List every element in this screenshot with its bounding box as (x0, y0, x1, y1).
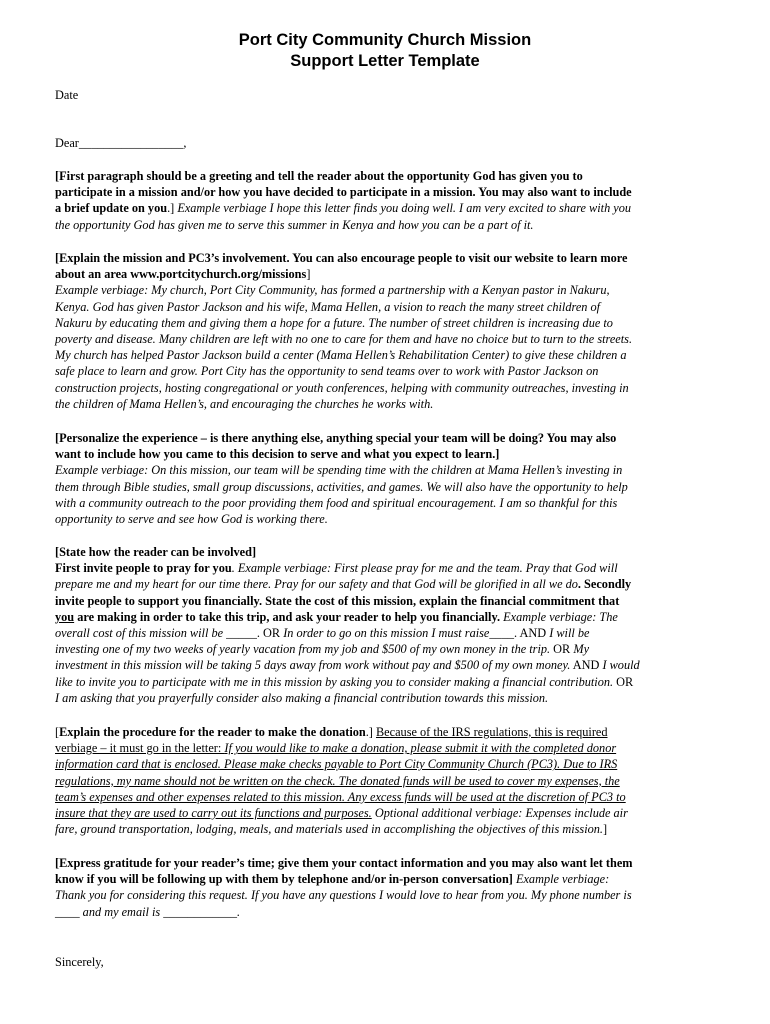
p2-example-line: Kenya. God has given Pastor Jackson and his wife, Mama Hellen, a vision to reach the many street children of (55, 299, 601, 314)
p5-text: insure that they are used to carry out its functions and purposes. (55, 806, 372, 821)
p4-text: prepare me and my heart for our time there. Pray for our safety and that God will be glorified in all we do (55, 577, 578, 592)
p5-text: information card that is enclosed. Please make checks payable to Port City Community Church (PC3). Due to IRS (55, 757, 618, 772)
p4-text: I will be (549, 626, 590, 641)
p4-text: AND (570, 658, 603, 673)
p1-example-line: Example verbiage I hope this letter finds you doing well. I am very excited to share with you (177, 201, 632, 216)
paragraph-personalize (55, 430, 720, 527)
p5-text: Explain the procedure for the reader to make the donation (59, 725, 366, 739)
p5-text: verbiage – it must go in the letter: (55, 741, 225, 756)
p5-text: [ (55, 725, 60, 739)
p4-text: OR (613, 674, 634, 689)
title-line-1: Port City Community Church Mission (238, 31, 532, 49)
p4-text: I am asking that you prayerfully consider also making a financial contribution towards this mission. (55, 690, 549, 705)
p3-example-line: opportunity to serve and see how God is working there. (55, 512, 328, 527)
p5-text: fare, ground transportation, lodging, meals, and materials used in accomplishing the objectives of this mission. (55, 822, 603, 837)
p1-bracket: .] (167, 201, 178, 216)
p4-text: . Secondly (577, 577, 632, 592)
p4-text: . Example verbiage: First please pray for me and the team. Pray that God will (231, 561, 618, 576)
p2-bracket: ] (306, 267, 311, 282)
p1-instruction-line: a brief update on you (55, 201, 168, 216)
p1-example-line: the opportunity God has given me to serve this summer in Kenya and how you can be a part of it. (55, 217, 534, 232)
paragraph-mission (55, 250, 720, 412)
p5-text: If you would like to make a donation, please submit it with the completed donor (224, 741, 617, 756)
p4-text: overall cost of this mission will be (55, 626, 224, 641)
p4-text: investing one of my two weeks of yearly vacation from my job and $500 of my own money in the trip. (55, 642, 551, 657)
p1-instruction-line: [First paragraph should be a greeting and tell the reader about the opportunity God has given you to (55, 169, 583, 183)
paragraph-involvement (55, 544, 720, 706)
p4-text: you (55, 609, 75, 624)
p2-example-line: Nakuru by educating them and giving them a hope for a future. The number of street children is increasing due to (55, 315, 613, 330)
p4-text: In order to go on this mission I must raise (283, 626, 490, 641)
p4-text: like to invite you to participate with me in this mission by asking you to consider making a financial contribution. (55, 674, 614, 689)
p5-text: ] (603, 822, 608, 837)
p5-text: .] (365, 725, 376, 739)
p6-text: Thank you for considering this request. If you have any questions I would love to hear from you. My phone number is (55, 888, 632, 903)
p4-text: First invite people to pray for you (55, 561, 232, 576)
p2-example-line: Example verbiage: My church, Port City Community, has formed a partnership with a Kenyan pastor in Nakuru, (55, 283, 610, 298)
p2-example-line: My church has helped Pastor Jackson build a center (Mama Hellen’s Rehabilitation Center) to give these children a (55, 348, 627, 363)
p4-text: OR (550, 642, 574, 657)
p6-text: ____ and my email is ____________. (55, 904, 241, 919)
p3-example-line: them through Bible studies, small group discussions, activities, and games. We will also have the opportunity to help (55, 479, 628, 494)
p6-text: know if you will be following up with them by telephone and/or in-person conversation] (55, 872, 513, 887)
p4-text: My (573, 642, 590, 657)
p4-text: Example verbiage: The (500, 609, 618, 624)
paragraph-greeting (55, 168, 720, 233)
p3-instruction-line: [Personalize the experience – is there anything else, anything special your team will be doing? You may also (55, 431, 617, 445)
p5-text: Because of the IRS regulations, this is required (375, 725, 608, 739)
salutation: Dear_________________, (55, 136, 187, 150)
p6-text: Example verbiage: (512, 872, 610, 887)
p2-example-line: safe place to learn and grow. Port City has the opportunity to send teams over to work with Pastor Jackson on (55, 364, 599, 379)
p4-text: are making in order to take this trip, and ask your reader to help you financially. (74, 609, 501, 624)
p3-instruction-line: want to include how you came to this decision to serve and what you expect to learn.] (55, 447, 500, 462)
p4-text: investment in this mission will be taking 5 days away from work without pay and $500 of my own money. (55, 658, 571, 673)
p3-example-line: with a community outreach to the poor providing them food and spiritual encouragement. I am so thankful for this (55, 495, 618, 510)
page-title (0, 30, 770, 72)
paragraph-gratitude (55, 855, 720, 920)
p4-text: I would (602, 658, 640, 673)
date-label: Date (55, 88, 79, 102)
p2-example-line: construction projects, hosting congregational or youth conferences, helping with community outreaches, investing in (55, 380, 629, 395)
title-line-2: Support Letter Template (290, 52, 480, 70)
p5-text: team’s expenses and other expenses related to this mission. Any excess funds will be used at the discretion of PC3 to (55, 789, 626, 804)
p2-instruction-line: [Explain the mission and PC3’s involvement. You can also encourage people to visit our website to learn more (55, 251, 628, 265)
p4-text: _____. OR (223, 626, 284, 641)
p4-heading: [State how the reader can be involved] (55, 545, 257, 559)
p2-instruction-line: about an area www.portcitychurch.org/missions (55, 267, 307, 282)
p6-text: [Express gratitude for your reader’s time; give them your contact information and you may also want let them (55, 856, 633, 870)
p2-example-line: the children of Mama Hellen’s, and encouraging the churches he works with. (55, 396, 434, 411)
p5-text: regulations, my name should not be written on the check. The donated funds will be used to cover my expenses, the (55, 773, 620, 788)
p3-example-line: Example verbiage: On this mission, our team will be spending time with the children at Mama Hellen’s investing in (55, 463, 623, 478)
paragraph-donation (55, 724, 720, 837)
closing: Sincerely, (55, 955, 104, 969)
p4-text: invite people to support you financially. State the cost of this mission, explain the financial commitment that (55, 593, 620, 608)
p1-instruction-line: participate in a mission and/or how you have decided to participate in a mission. You may also want to include (55, 185, 632, 200)
p5-text: Optional additional verbiage: Expenses include air (371, 806, 628, 821)
p2-example-line: poverty and disease. Many children are left with no one to care for them and have no choice but to turn to the streets. (55, 332, 633, 347)
p4-text: ____. AND (489, 626, 550, 641)
